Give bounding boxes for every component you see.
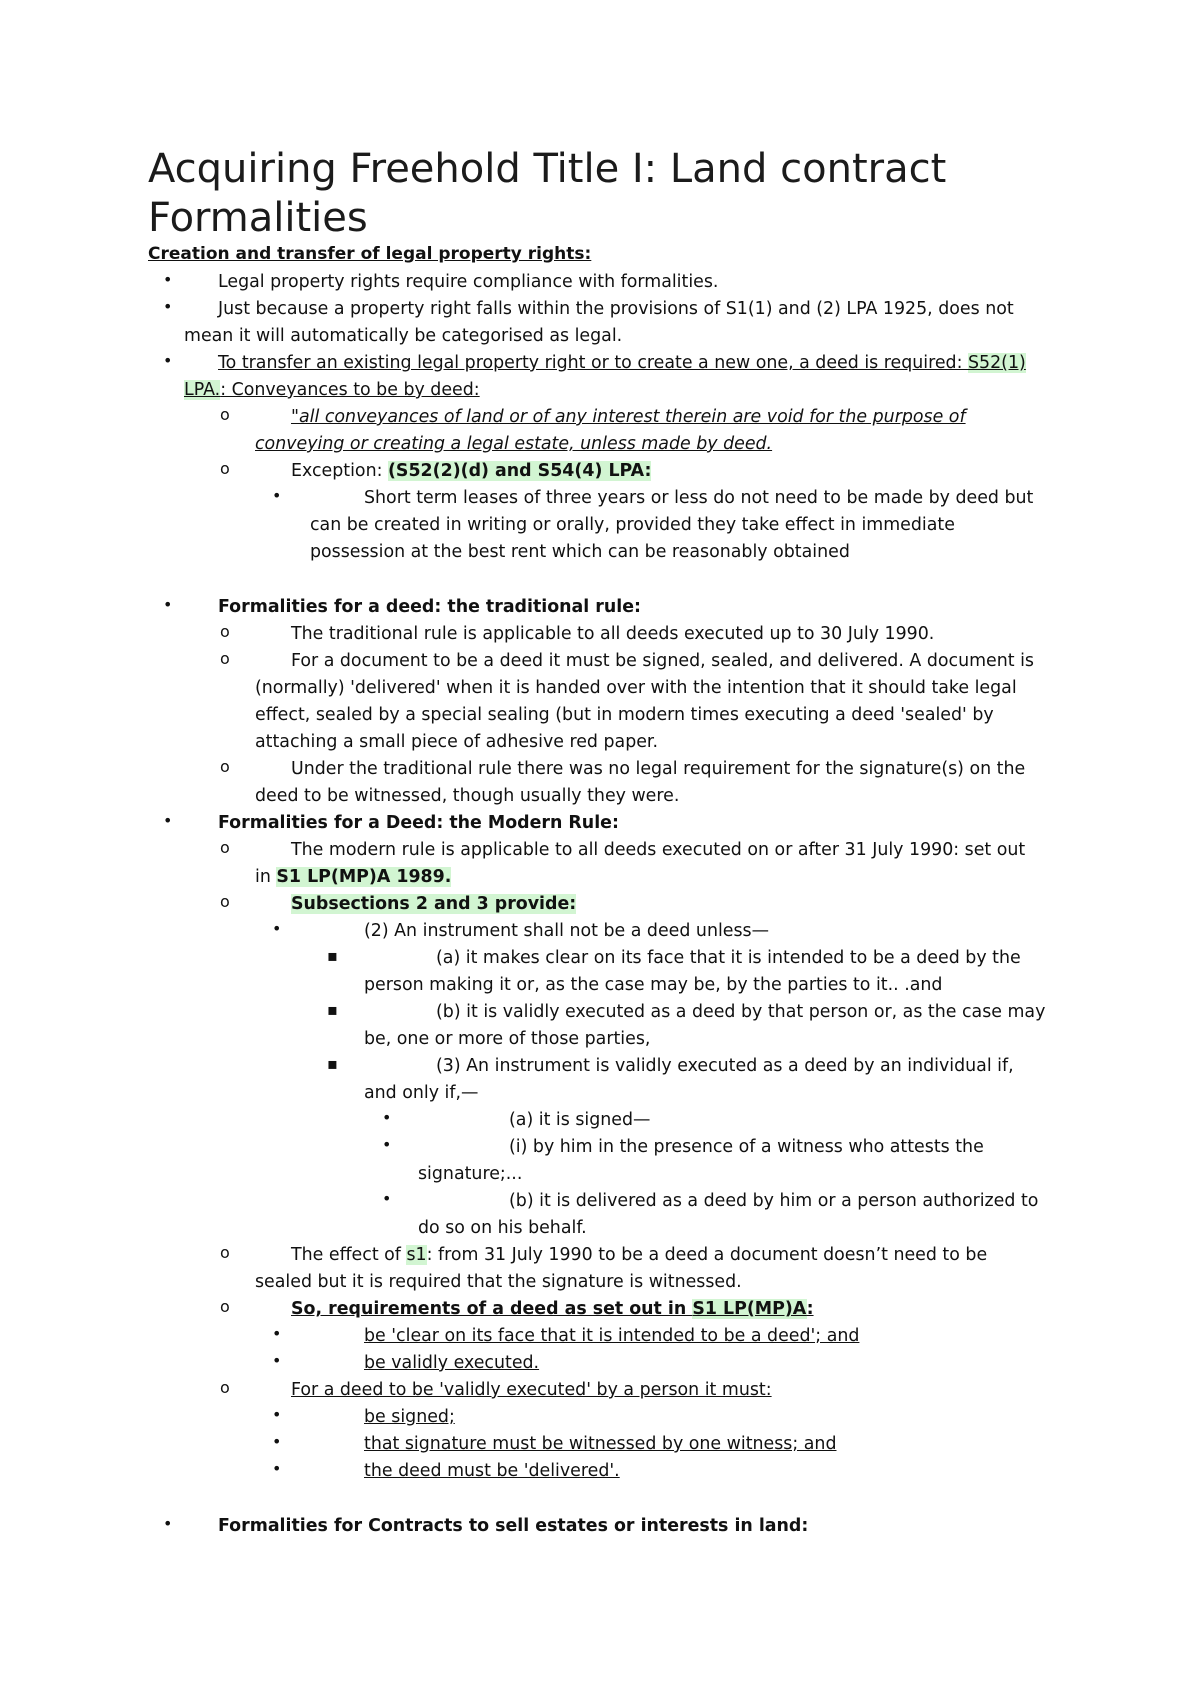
bullet-square: ▪ [327,1054,338,1073]
bullet-circle: o [220,405,230,424]
title-line-2: Formalities [148,195,368,241]
modern-m1-line2 [255,866,451,888]
bullet-circle: o [220,622,230,641]
sub-a-line1: (a) it makes clear on its face that it is intended to be a deed by the [436,948,1021,968]
bullet-dot: • [272,486,282,505]
bullet-square: ▪ [327,946,338,965]
ref-s52-1: S52(1) [968,353,1026,373]
para-transfer-text: To transfer an existing legal property right or to create a new one, a deed is required: [218,353,968,373]
bullet-dot: • [382,1135,392,1154]
sub-a-line2: person making it or, as the case may be, by the parties to it.. .and [364,975,943,995]
ref-s1: s1 [406,1245,427,1265]
lease-line1: Short term leases of three years or less do not need to be made by deed but [364,488,1034,508]
traditional-a2-line4: attaching a small piece of adhesive red paper. [255,732,659,752]
contracts-heading: Formalities for Contracts to sell estates or interests in land: [218,1516,809,1536]
signed-line: (a) it is signed— [509,1110,651,1130]
quote-line1: "all conveyances of land or of any interest therein are void for the purpose of [291,407,966,427]
bullet-circle: o [220,757,230,776]
ref-lpa: LPA. [184,380,221,400]
validly-executed-2: that signature must be witnessed by one witness; and [364,1434,837,1454]
para-legal-rights: Legal property rights require compliance with formalities. [218,272,719,292]
delivered-line2: do so on his behalf. [418,1218,587,1238]
para-transfer-line1 [218,352,1026,374]
lease-line3: possession at the best rent which can be reasonably obtained [310,542,850,562]
validly-executed-1: be signed; [364,1407,455,1427]
witness-line1: (i) by him in the presence of a witness who attests the [509,1137,984,1157]
conveyances-label: : Conveyances to be by deed: [220,380,480,400]
traditional-a3-line2: deed to be witnessed, though usually they were. [255,786,680,806]
traditional-a2-line1: For a document to be a deed it must be signed, sealed, and delivered. A document is [291,651,1034,671]
exception-line [291,460,651,482]
sub-3-line1: (3) An instrument is validly executed as a deed by an individual if, [436,1056,1014,1076]
bullet-circle: o [220,838,230,857]
bullet-dot: • [163,595,173,614]
document-title [148,145,1108,243]
para-s1-line1: Just because a property right falls within the provisions of S1(1) and (2) LPA 1925, does not [218,299,1014,319]
validly-executed-3: the deed must be 'delivered'. [364,1461,620,1481]
bullet-circle: o [220,1297,230,1316]
sub-b-line2: be, one or more of those parties, [364,1029,651,1049]
bullet-dot: • [382,1189,392,1208]
requirements-line [291,1298,814,1320]
bullet-dot: • [163,351,173,370]
bullet-circle: o [220,649,230,668]
bullet-dot: • [163,270,173,289]
modern-rule-heading: Formalities for a Deed: the Modern Rule: [218,813,619,833]
delivered-line1: (b) it is delivered as a deed by him or a person authorized to [509,1191,1039,1211]
bullet-circle: o [220,1243,230,1262]
requirements-post: : [806,1299,814,1319]
subsections-label: Subsections 2 and 3 provide: [291,894,577,914]
quote-line2: conveying or creating a legal estate, unless made by deed. [255,434,773,454]
section-heading: Creation and transfer of legal property rights: [148,244,592,264]
sub-3-line2: and only if,— [364,1083,479,1103]
sub-b-line1: (b) it is validly executed as a deed by that person or, as the case may [436,1002,1046,1022]
exception-label: Exception: [291,461,388,481]
bullet-dot: • [272,1432,282,1451]
witness-line2: signature;... [418,1164,523,1184]
bullet-dot: • [163,297,173,316]
validly-executed-line: For a deed to be 'validly executed' by a person it must: [291,1380,772,1400]
traditional-a3-line1: Under the traditional rule there was no legal requirement for the signature(s) on the [291,759,1026,779]
bullet-dot: • [272,1351,282,1370]
bullet-dot: • [272,1405,282,1424]
modern-m1-line1: The modern rule is applicable to all deeds executed on or after 31 July 1990: set out [291,840,1026,860]
bullet-circle: o [220,459,230,478]
effect-line1 [291,1244,987,1266]
subsection-2: (2) An instrument shall not be a deed unless— [364,921,770,941]
effect-pre: The effect of [291,1245,407,1265]
traditional-rule-heading: Formalities for a deed: the traditional rule: [218,597,641,617]
ref-s1-lpmpa-1989: S1 LP(MP)A 1989. [276,867,452,887]
title-line-1: Acquiring Freehold Title I: Land contract [148,146,947,192]
bullet-square: ▪ [327,1000,338,1019]
requirement-2: be validly executed. [364,1353,540,1373]
effect-line2: sealed but it is required that the signature is witnessed. [255,1272,742,1292]
bullet-dot: • [272,1324,282,1343]
bullet-dot: • [163,1514,173,1533]
para-transfer-line2 [184,379,480,401]
requirement-1: be 'clear on its face that it is intended to be a deed'; and [364,1326,860,1346]
bullet-circle: o [220,1378,230,1397]
bullet-dot: • [272,919,282,938]
modern-m2 [291,893,576,915]
bullet-dot: • [382,1108,392,1127]
ref-s1-lpmpa: S1 LP(MP)A [692,1299,807,1319]
exception-ref: (S52(2)(d) and S54(4) LPA: [387,461,652,481]
traditional-a2-line3: effect, sealed by a special sealing (but in modern times executing a deed 'sealed' by [255,705,994,725]
lease-line2: can be created in writing or orally, provided they take effect in immediate [310,515,955,535]
traditional-a2-line2: (normally) 'delivered' when it is handed over with the intention that it should take legal [255,678,1017,698]
para-s1-line2: mean it will automatically be categorised as legal. [184,326,623,346]
bullet-circle: o [220,892,230,911]
bullet-dot: • [272,1459,282,1478]
modern-m1-pre: in [255,867,277,887]
effect-post: : from 31 July 1990 to be a deed a document doesn’t need to be [426,1245,988,1265]
bullet-dot: • [163,811,173,830]
requirements-pre: So, requirements of a deed as set out in [291,1299,693,1319]
traditional-a1: The traditional rule is applicable to all deeds executed up to 30 July 1990. [291,624,935,644]
